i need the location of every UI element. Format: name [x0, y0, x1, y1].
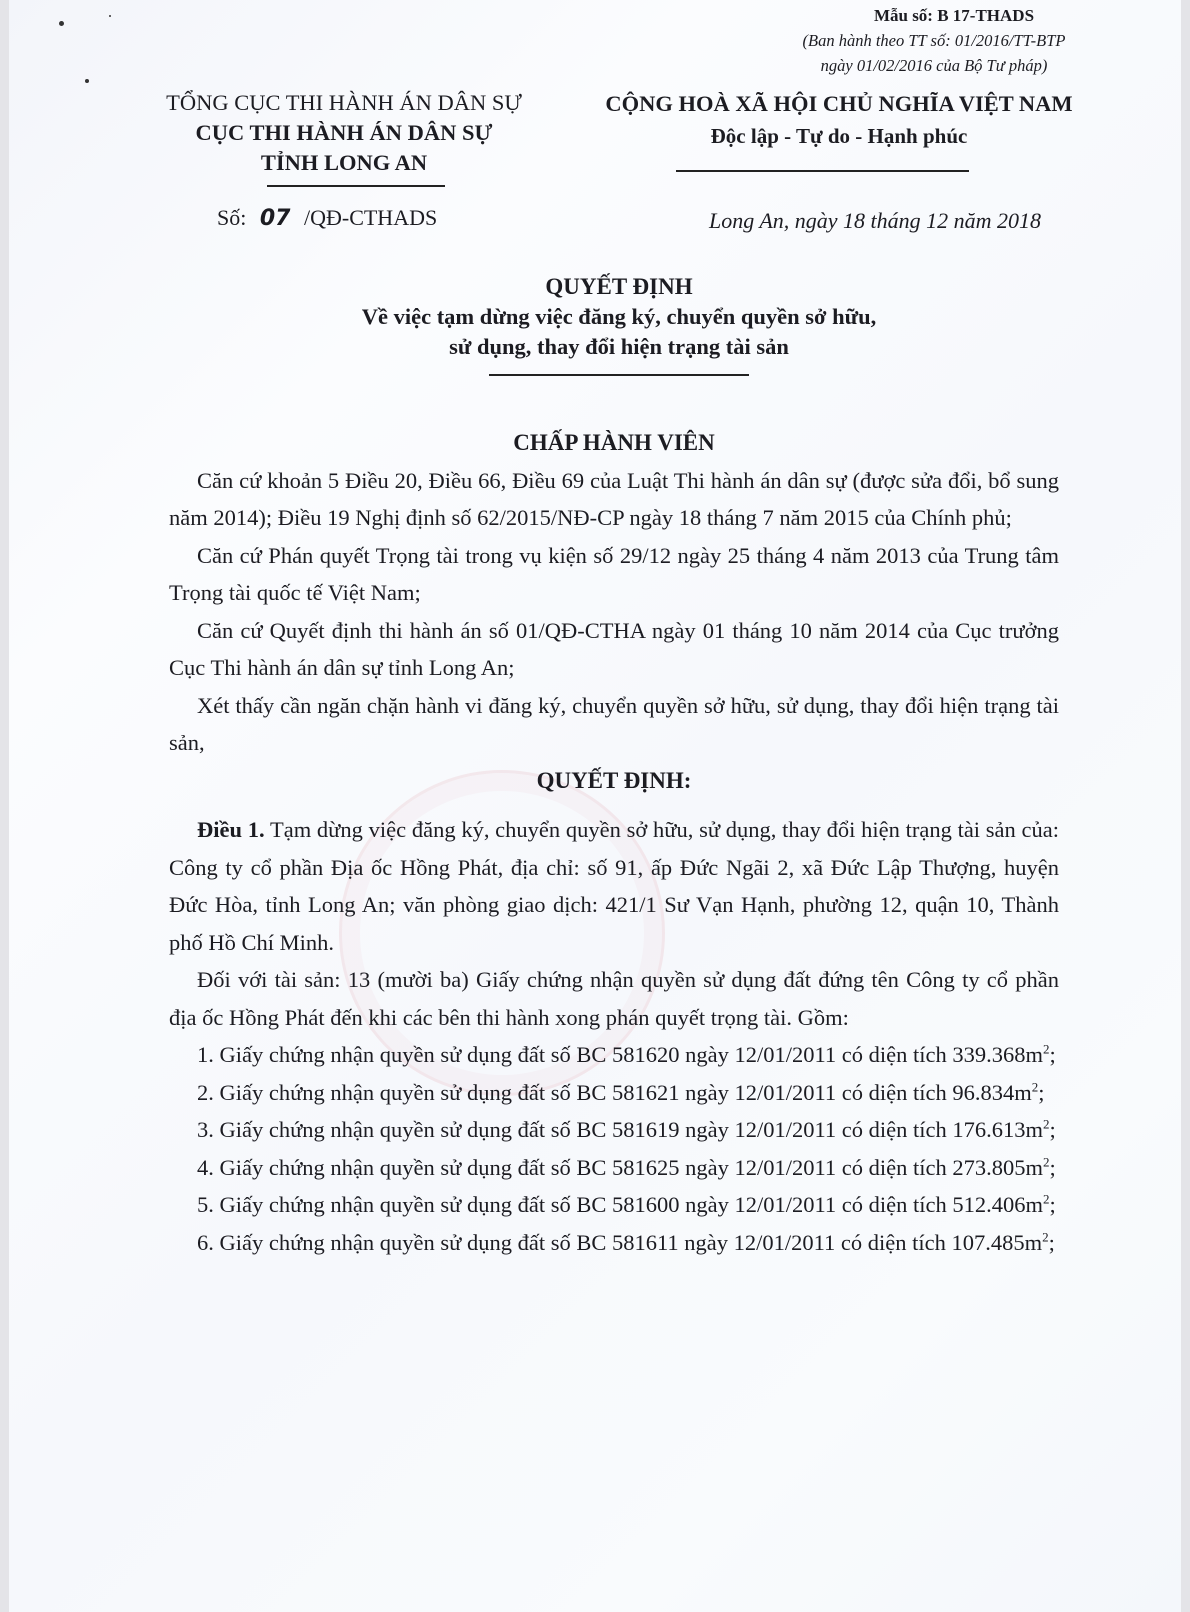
- unit-exponent: 2: [1042, 1116, 1050, 1132]
- decision-heading: QUYẾT ĐỊNH:: [536, 767, 692, 793]
- article-1: [169, 811, 1059, 961]
- ground-paragraph: Căn cứ Phán quyết Trọng tài trong vụ kiện số 29/12 ngày 25 tháng 4 năm 2013 của Trung tâm Trọng tài quốc tế Việt Nam;: [169, 542, 1059, 605]
- doc-number-handwritten: 07: [259, 206, 291, 231]
- certificate-item: [169, 1111, 1059, 1149]
- ground-paragraph: Căn cứ Quyết định thi hành án số 01/QĐ-CTHA ngày 01 tháng 10 năm 2014 của Cục trưởng Cục Thi hành án dân sự tỉnh Long An;: [169, 617, 1059, 680]
- title-subject-line1: Về việc tạm dừng việc đăng ký, chuyển quyền sở hữu,: [361, 304, 877, 329]
- document-body: [169, 424, 1059, 1261]
- ground-paragraph: Căn cứ khoản 5 Điều 20, Điều 66, Điều 69 của Luật Thi hành án dân sự (được sửa đổi, bổ sung năm 2014); Điều 19 Nghị định số 62/2015/NĐ-CP ngày 18 tháng 7 năm 2015 của Chính phủ;: [169, 467, 1059, 530]
- doc-number-prefix: Số:: [217, 205, 247, 230]
- form-number: Mẫu số: B 17-THADS: [873, 6, 1035, 25]
- unit-exponent: 2: [1042, 1154, 1050, 1169]
- document-page: [9, 0, 1181, 1612]
- place-date: Long An, ngày 18 tháng 12 năm 2018: [709, 208, 1042, 233]
- nation-motto: Độc lập - Tự do - Hạnh phúc: [710, 124, 968, 148]
- unit-exponent: 2: [1042, 1041, 1050, 1057]
- item-end: ;: [1048, 1229, 1055, 1255]
- title-subject-line2: sử dụng, thay đổi hiện trạng tài sản: [449, 334, 789, 359]
- issuer-heading: CHẤP HÀNH VIÊN: [513, 430, 715, 455]
- agency-line1: TỔNG CỤC THI HÀNH ÁN DÂN SỰ: [166, 90, 522, 115]
- certificate-text: 3. Giấy chứng nhận quyền sử dụng đất số BC 581619 ngày 12/01/2011 có diện tích 176.613m: [197, 1117, 1043, 1142]
- item-end: ;: [1038, 1079, 1045, 1105]
- certificate-item: [169, 1036, 1059, 1074]
- item-end: ;: [1049, 1154, 1056, 1180]
- form-note-line2: ngày 01/02/2016 của Bộ Tư pháp): [820, 56, 1048, 75]
- agency-divider: [267, 185, 445, 187]
- assets-intro: Đối với tài sản: 13 (mười ba) Giấy chứng nhận quyền sử dụng đất đứng tên Công ty cổ phần địa ốc Hồng Phát đến khi các bên thi hành xong phán quyết trọng tài. Gồm:: [169, 967, 1059, 1030]
- item-end: ;: [1049, 1042, 1056, 1067]
- title-main: QUYẾT ĐỊNH: [545, 274, 693, 299]
- article-1-text: Tạm dừng việc đăng ký, chuyển quyền sở hữu, sử dụng, thay đổi hiện trạng tài sản của: Công ty cổ phần Địa ốc Hồng Phát, địa chỉ: số 91, ấp Đức Ngãi 2, xã Đức Lập Thượng, huyện Đức Hòa, tỉnh Long An; văn phòng giao dịch: 421/1 Sư Vạn Hạnh, phường 12, quận 10, Thành phố Hồ Chí Minh.: [169, 817, 1060, 955]
- document-title: [189, 272, 1049, 362]
- form-note-line1: (Ban hành theo TT số: 01/2016/TT-BTP: [802, 31, 1066, 50]
- certificate-text: 4. Giấy chứng nhận quyền sử dụng đất số BC 581625 ngày 12/01/2011 có diện tích 273.805m: [197, 1154, 1043, 1180]
- certificate-item: [169, 1186, 1059, 1224]
- title-divider: [489, 374, 749, 376]
- doc-number-suffix: /QĐ-CTHADS: [303, 205, 438, 230]
- item-end: ;: [1049, 1117, 1056, 1142]
- nation-divider: [676, 170, 969, 172]
- nation-title: CỘNG HOÀ XÃ HỘI CHỦ NGHĨA VIỆT NAM: [605, 91, 1073, 116]
- item-end: ;: [1049, 1192, 1056, 1217]
- certificate-text: 1. Giấy chứng nhận quyền sử dụng đất số BC 581620 ngày 12/01/2011 có diện tích 339.368m: [197, 1042, 1043, 1067]
- unit-exponent: 2: [1042, 1191, 1050, 1207]
- unit-exponent: 2: [1031, 1079, 1039, 1094]
- document-number: [217, 205, 437, 231]
- certificate-text: 2. Giấy chứng nhận quyền sử dụng đất số BC 581621 ngày 12/01/2011 có diện tích 96.834m: [197, 1079, 1032, 1105]
- issuing-agency: [124, 88, 564, 178]
- unit-exponent: 2: [1042, 1229, 1049, 1244]
- agency-line3: TỈNH LONG AN: [260, 150, 428, 175]
- form-issuance-note: [759, 28, 1109, 78]
- ground-paragraph: Xét thấy cần ngăn chặn hành vi đăng ký, chuyển quyền sở hữu, sử dụng, thay đổi hiện trạng tài sản,: [169, 692, 1059, 755]
- certificate-item: [169, 1074, 1059, 1112]
- national-header: [569, 88, 1109, 152]
- article-1-label: Điều 1.: [197, 817, 265, 842]
- certificate-item: [169, 1224, 1059, 1262]
- certificate-item: [169, 1149, 1059, 1187]
- certificate-text: 5. Giấy chứng nhận quyền sử dụng đất số BC 581600 ngày 12/01/2011 có diện tích 512.406m: [197, 1192, 1043, 1217]
- agency-line2: CỤC THI HÀNH ÁN DÂN SỰ: [195, 120, 493, 145]
- certificate-text: 6. Giấy chứng nhận quyền sử dụng đất số BC 581611 ngày 12/01/2011 có diện tích 107.485m: [197, 1229, 1043, 1255]
